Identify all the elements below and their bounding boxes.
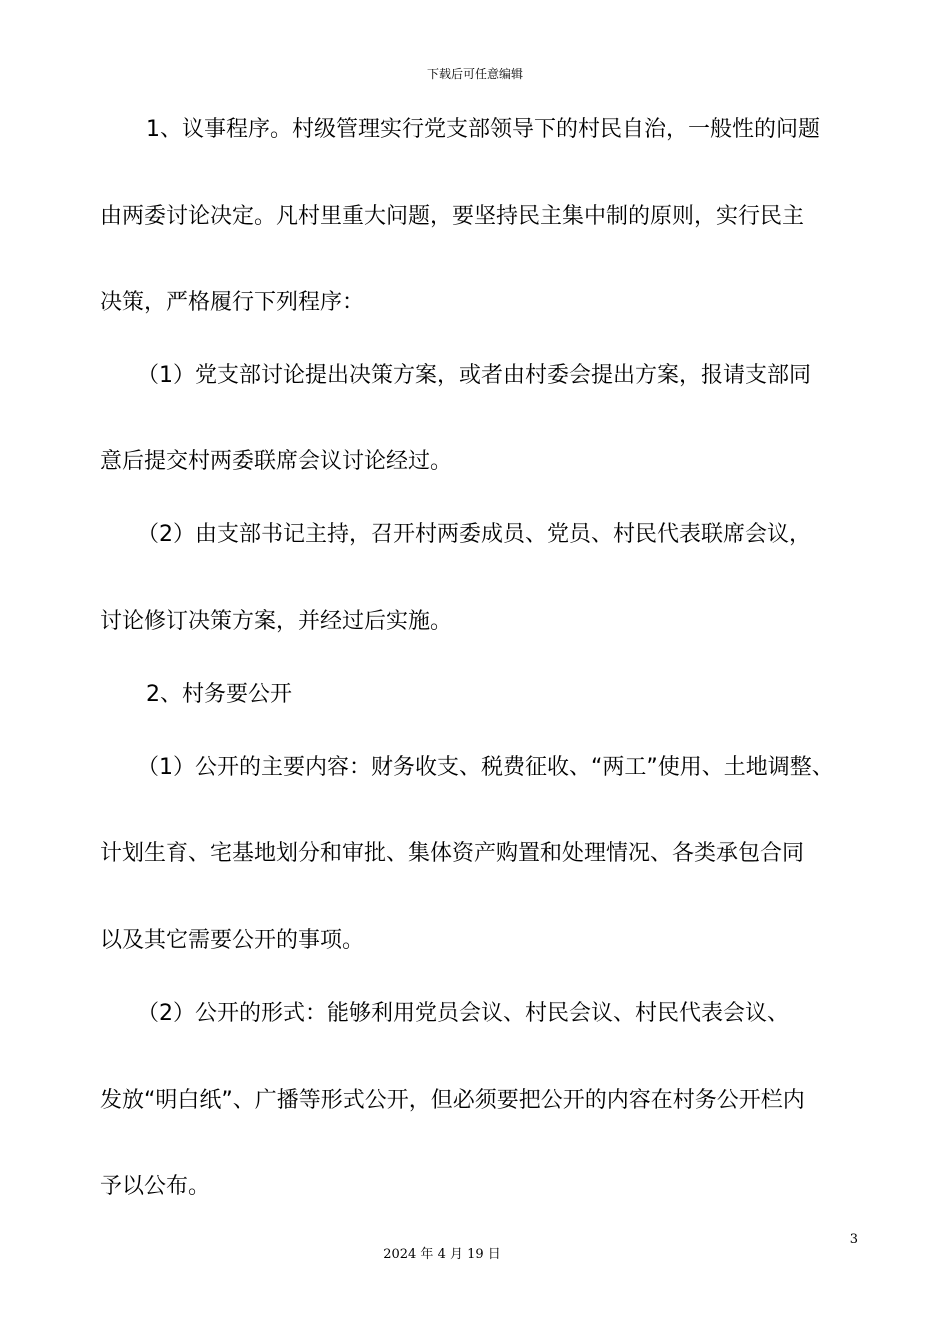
paragraph-line: 讨论修订决策方案，并经过后实施。	[100, 609, 453, 634]
paragraph-line: （2）公开的形式：能够利用党员会议、村民会议、村民代表会议、	[137, 1001, 789, 1026]
paragraph-line: 计划生育、宅基地划分和审批、集体资产购置和处理情况、各类承包合同	[100, 841, 805, 866]
paragraph-line: 予以公布。	[100, 1174, 211, 1199]
paragraph-line: 由两委讨论决定。凡村里重大问题，要坚持民主集中制的原则，实行民主	[100, 204, 805, 229]
page-number: 3	[849, 1232, 858, 1247]
paragraph-line: 1、议事程序。村级管理实行党支部领导下的村民自治，一般性的问题	[146, 117, 820, 142]
paragraph-line: 以及其它需要公开的事项。	[100, 928, 365, 953]
paragraph-line: 发放“明白纸”、广播等形式公开，但必须要把公开的内容在村务公开栏内	[100, 1088, 805, 1113]
paragraph-line: 意后提交村两委联席会议讨论经过。	[100, 449, 453, 474]
page-header: 下载后可任意编辑	[426, 67, 523, 81]
paragraph-line: 决策，严格履行下列程序：	[100, 290, 365, 315]
footer-date: 2024 年 4 月 19 日	[383, 1247, 501, 1262]
paragraph-line: （1）公开的主要内容：财务收支、税费征收、“两工”使用、土地调整、	[137, 755, 834, 780]
paragraph-line: 2、村务要公开	[146, 682, 292, 707]
paragraph-line: （1）党支部讨论提出决策方案，或者由村委会提出方案，报请支部同	[137, 363, 811, 388]
paragraph-line: （2）由支部书记主持，召开村两委成员、党员、村民代表联席会议，	[137, 522, 811, 547]
